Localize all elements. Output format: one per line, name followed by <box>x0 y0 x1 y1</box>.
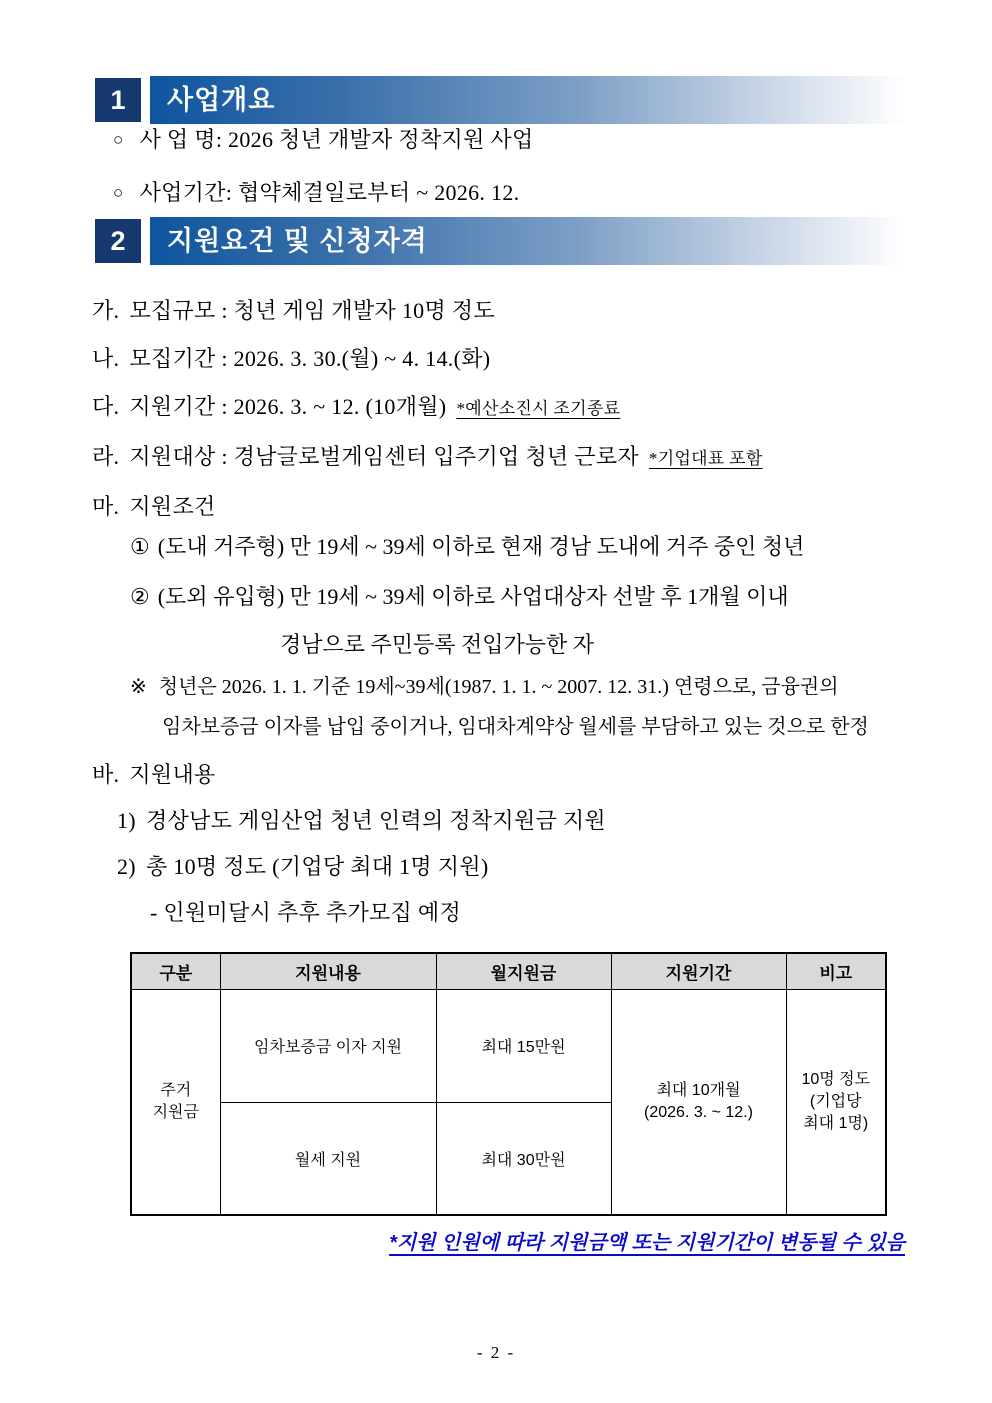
circle-bullet-icon: ○ <box>113 183 124 202</box>
item-text: 지원내용 <box>129 762 216 787</box>
circle-bullet-icon: ○ <box>113 130 124 149</box>
item-label: 나. <box>92 346 120 371</box>
contents-item-number: 2) <box>117 854 136 879</box>
cell-row2-monthly: 최대 30만원 <box>436 1102 611 1215</box>
cell-row1-content: 임차보증금 이자 지원 <box>220 989 436 1102</box>
item-label: 라. <box>92 444 120 469</box>
section-1-title: 사업개요 <box>167 85 276 115</box>
cell-remark-line2: (기업당 <box>809 1092 862 1110</box>
header-monthly: 월지원금 <box>436 953 611 989</box>
support-table <box>130 952 887 1216</box>
item-support-contents <box>92 761 992 788</box>
item-recruit-scale <box>92 297 992 324</box>
table-header-row <box>131 953 886 989</box>
header-period: 지원기간 <box>611 953 786 989</box>
cell-period-line1: 최대 10개월 <box>656 1081 741 1099</box>
item-label: 가. <box>92 298 120 323</box>
item-label: 바. <box>92 762 120 787</box>
header-category: 구분 <box>131 953 220 989</box>
circled-number-2-icon: ② <box>130 584 150 609</box>
section-2-header <box>95 217 930 265</box>
cell-category <box>131 989 220 1215</box>
contents-item-2 <box>117 853 992 880</box>
item-annotation: *예산소진시 조기종료 <box>456 399 621 418</box>
contents-item-text: 총 10명 정도 (기업당 최대 1명 지원) <box>145 854 489 879</box>
contents-item-text: 경상남도 게임산업 청년 인력의 정착지원금 지원 <box>145 808 606 833</box>
reference-note-line2: 임차보증금 이자를 납입 중이거나, 임대차계약상 월세를 부담하고 있는 것으로 한정 <box>162 716 869 738</box>
condition-2-continuation: 경남으로 주민등록 전입가능한 자 <box>280 632 595 657</box>
cell-category-line2: 지원금 <box>152 1103 199 1121</box>
overview-item-name-text: 사 업 명: 2026 청년 개발자 정착지원 사업 <box>139 127 534 152</box>
cell-remark-line1: 10명 정도 <box>801 1070 871 1088</box>
header-content: 지원내용 <box>220 953 436 989</box>
item-label: 다. <box>92 394 120 419</box>
cell-category-line1: 주거 <box>160 1081 192 1099</box>
item-text: 지원기간 : 2026. 3. ~ 12. (10개월) <box>129 394 447 419</box>
cell-remark-line3: 최대 1명) <box>803 1114 869 1132</box>
section-2-number: 2 <box>95 219 141 263</box>
cell-remark <box>786 989 886 1215</box>
overview-item-period-text: 사업기간: 협약체결일로부터 ~ 2026. 12. <box>139 180 520 205</box>
condition-1-text: (도내 거주형) 만 19세 ~ 39세 이하로 현재 경남 도내에 거주 중인 청년 <box>157 534 805 559</box>
section-1-number: 1 <box>95 78 141 122</box>
item-text: 모집기간 : 2026. 3. 30.(월) ~ 4. 14.(화) <box>129 346 491 371</box>
table-row <box>131 989 886 1102</box>
reference-note-line1 <box>130 674 992 700</box>
cell-period <box>611 989 786 1215</box>
cell-period-line2: (2026. 3. ~ 12.) <box>644 1103 753 1121</box>
header-remark: 비고 <box>786 953 886 989</box>
item-recruit-period <box>92 345 992 372</box>
contents-sub-note: - 인원미달시 추후 추가모집 예정 <box>150 900 462 925</box>
item-text: 지원조건 <box>129 494 216 519</box>
item-support-target <box>92 443 992 472</box>
table-footnote-text: *지원 인원에 따라 지원금액 또는 지원기간이 변동될 수 있음 <box>389 1232 905 1254</box>
cell-row1-monthly: 최대 15만원 <box>436 989 611 1102</box>
section-1-title-bar <box>150 76 930 124</box>
page-number: - 2 - <box>476 1343 516 1362</box>
contents-item-1 <box>117 807 992 834</box>
item-label: 마. <box>92 494 120 519</box>
condition-2 <box>130 582 992 612</box>
contents-item-number: 1) <box>117 808 136 833</box>
section-2-title: 지원요건 및 신청자격 <box>167 226 428 256</box>
reference-note-text1: 청년은 2026. 1. 1. 기준 19세~39세(1987. 1. 1. ~ 2007. 12. 31.) 연령으로, 금융권의 <box>158 676 839 698</box>
item-support-condition <box>92 493 992 520</box>
circled-number-1-icon: ① <box>130 534 150 559</box>
reference-mark-icon: ※ <box>130 676 147 698</box>
condition-2-text: (도외 유입형) 만 19세 ~ 39세 이하로 사업대상자 선발 후 1개월 이내 <box>157 584 789 609</box>
item-text: 지원대상 : 경남글로벌게임센터 입주기업 청년 근로자 <box>129 444 639 469</box>
item-text: 모집규모 : 청년 게임 개발자 10명 정도 <box>129 298 495 323</box>
overview-item-period <box>113 179 992 206</box>
condition-1 <box>130 532 992 562</box>
item-support-period <box>92 393 992 422</box>
section-2-title-bar <box>150 217 930 265</box>
table-footnote <box>92 1226 905 1255</box>
cell-row2-content: 월세 지원 <box>220 1102 436 1215</box>
item-annotation: *기업대표 포함 <box>648 449 763 468</box>
section-1-header <box>95 0 930 115</box>
overview-item-name <box>113 126 992 153</box>
